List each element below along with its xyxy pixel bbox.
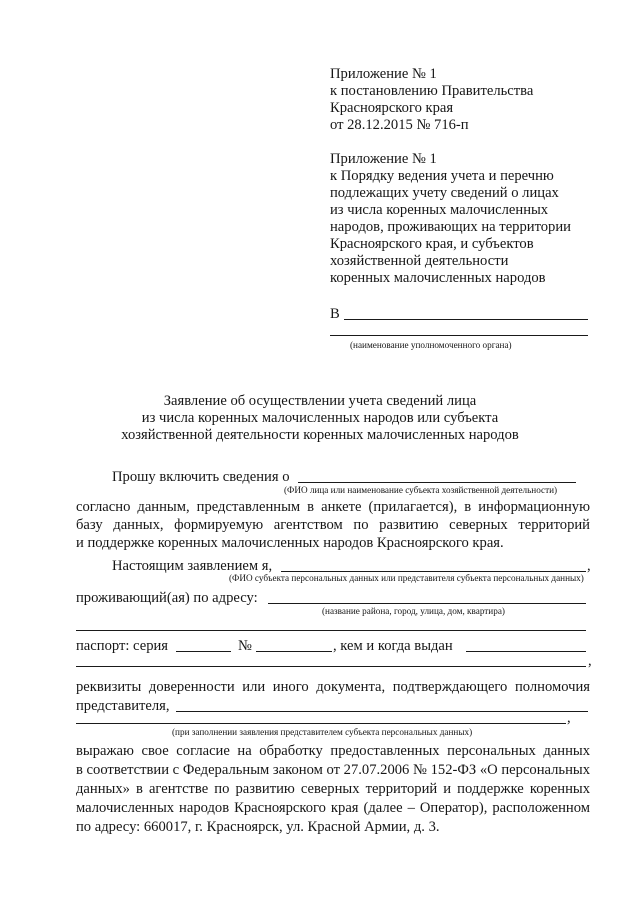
appendix-2-line: коренных малочисленных народов	[330, 270, 546, 286]
operator-address: по адресу: 660017, г. Красноярск, ул. Красной Армии, д. 3.	[76, 819, 440, 835]
appendix-2-line: Приложение № 1	[330, 151, 437, 167]
passport-series-label: паспорт: серия	[76, 638, 169, 654]
appendix-2-line: из числа коренных малочисленных	[330, 202, 549, 218]
passport-issued-label: , кем и когда выдан	[333, 638, 453, 654]
consent-caption: (ФИО субъекта персональных данных или представителя субъекта персональных данных)	[229, 573, 584, 583]
applicant-name-field[interactable]	[298, 482, 576, 483]
consent-text-line: малочисленных народов Красноярского края (далее – Оператор), расположенном	[76, 800, 590, 816]
appendix-2-line: народов, проживающих на территории	[330, 219, 571, 235]
request-caption: (ФИО лица или наименование субъекта хозяйственной деятельности)	[284, 485, 558, 495]
representative-field-line-2[interactable]	[76, 723, 566, 724]
appendix-2-line: к Порядку ведения учета и перечню	[330, 168, 554, 184]
comma: ,	[587, 558, 591, 574]
passport-issued-field-line-2[interactable]	[76, 666, 586, 667]
appendix-2-line: Красноярского края, и субъектов	[330, 236, 534, 252]
request-label: Прошу включить сведения о	[112, 469, 290, 485]
consent-text-line: в соответствии с Федеральным законом от 27.07.2006 № 152-ФЗ «О персональных	[76, 762, 590, 778]
addressee-field[interactable]	[344, 319, 588, 320]
addressee-caption: (наименование уполномоченного органа)	[350, 340, 512, 350]
appendix-1-line: к постановлению Правительства	[330, 83, 534, 99]
power-of-attorney-label: реквизиты доверенности или иного документа, подтверждающего полномочия	[76, 679, 590, 695]
passport-series-field[interactable]	[176, 651, 231, 652]
addressee-field-line-2[interactable]	[330, 335, 588, 336]
passport-number-label: №	[238, 638, 252, 654]
passport-number-field[interactable]	[256, 651, 332, 652]
comma: ,	[588, 653, 592, 669]
document-title-line: из числа коренных малочисленных народов или субъекта	[141, 410, 499, 426]
passport-issued-field[interactable]	[466, 651, 586, 652]
address-field[interactable]	[268, 603, 586, 604]
appendix-1-line: Приложение № 1	[330, 66, 437, 82]
representative-field[interactable]	[176, 711, 588, 712]
address-label: проживающий(ая) по адресу:	[76, 590, 258, 606]
document-title-line: хозяйственной деятельности коренных малочисленных народов	[121, 427, 519, 443]
request-text-line: и поддержке коренных малочисленных народов Красноярского края.	[76, 535, 504, 551]
consent-text-line: данных» в агентстве по развитию северных территорий и поддержке коренных	[76, 781, 590, 797]
address-field-line-2[interactable]	[76, 630, 586, 631]
address-caption: (название района, город, улица, дом, квартира)	[322, 606, 505, 616]
addressee-prefix: В	[330, 306, 340, 322]
representative-caption: (при заполнении заявления представителем субъекта персональных данных)	[172, 727, 473, 737]
comma: ,	[567, 710, 571, 726]
appendix-1-line: от 28.12.2015 № 716-п	[330, 117, 469, 133]
request-text-line: согласно данным, представленным в анкете (прилагается), в информационную	[76, 499, 590, 515]
appendix-2-line: подлежащих учету сведений о лицах	[330, 185, 559, 201]
representative-label: представителя,	[76, 698, 170, 714]
consent-label: Настоящим заявлением я,	[112, 558, 273, 574]
request-text-line: базу данных, формируемую агентством по развитию северных территорий	[76, 517, 590, 533]
appendix-2-line: хозяйственной деятельности	[330, 253, 509, 269]
document-title-line: Заявление об осуществлении учета сведений лица	[163, 393, 477, 409]
subject-name-field[interactable]	[281, 571, 586, 572]
consent-text-line: выражаю свое согласие на обработку предоставленных персональных данных	[76, 743, 590, 759]
appendix-1-line: Красноярского края	[330, 100, 454, 116]
